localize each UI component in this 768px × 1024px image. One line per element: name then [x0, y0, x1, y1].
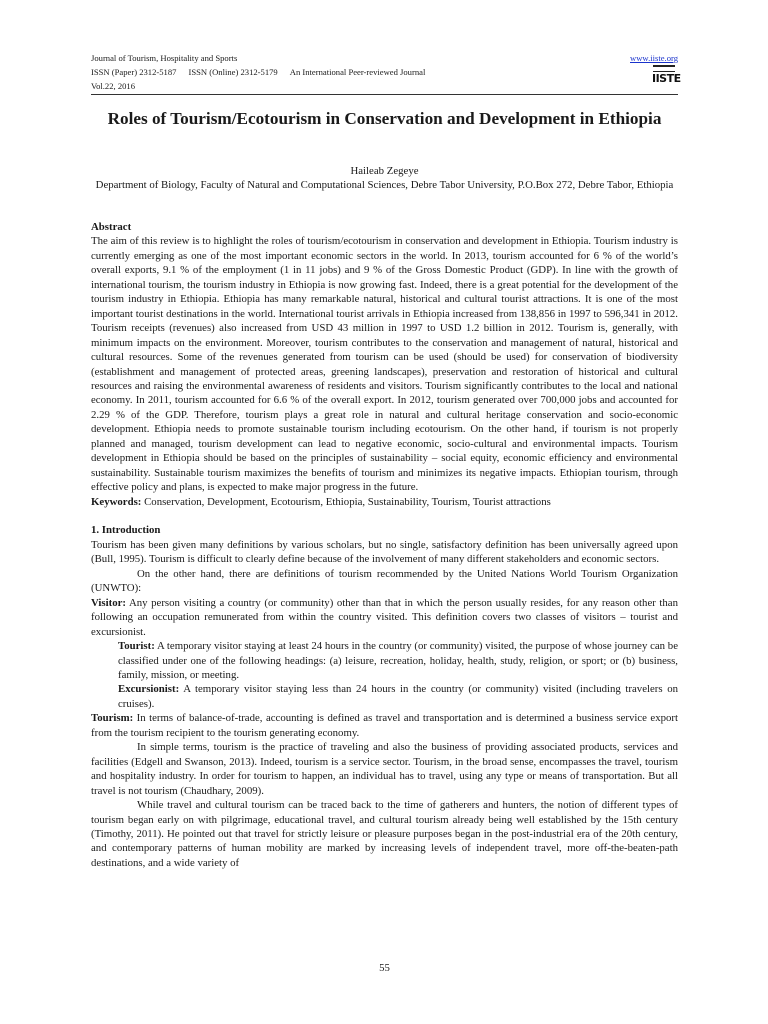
journal-name: Journal of Tourism, Hospitality and Sports [91, 53, 238, 63]
author-name: Haileab Zegeye [350, 165, 419, 177]
intro-paragraph-3: In simple terms, tourism is the practice of traveling and also the business of providing associated products, services and facilities (Edgell and Swanson, 2013). Indeed, tourism is a service sector. Tourism, in the broad sense, encompasses the travel, tourism and hospitality industry. In order for tourism to happen, an individual has to travel, using any type or means of transportation. But all travel is not tourism (Chaudhary, 2009). [91, 741, 678, 797]
intro-paragraph-2: On the other hand, there are definitions of tourism recommended by the United Nations World Tourism Organization (UNWTO): [91, 567, 678, 595]
visitor-definition [91, 596, 678, 639]
visitor-text: Any person visiting a country (or community) other than that in which the person usually resides, for any reason other than following an occupation remunerated from within the country visited. This definition covers two classes of visitors – tourist and excursionist. [91, 596, 678, 638]
abstract-text: The aim of this review is to highlight the roles of tourism/ecotourism in conservation and development in Ethiopia. Tourism industry is currently emerging as one of the most important economic sectors in the world. In 2013, tourism accounted for 6 % of the world’s overall exports, 9.1 % of the employment (1 in 11 jobs) and 9 % of the Gross Domestic Product (GDP). In line with the growth of international tourism, the tourism industry in Ethiopia is now growing fast. Indeed, there is a great potential for the development of the tourism industry in Ethiopia. Ethiopia has many remarkable natural, historical and cultural tourist attractions. It is one of the most important tourist destinations in the world. International tourist arrivals in Ethiopia increased from 138,856 in 1997 to 596,341 in 2012. Tourism receipts (revenues) also increased from USD 43 million in 1997 to USD 1.2 billion in 2012. Tourism is, generally, with minimum impacts on the environment. Moreover, tourism contributes to the conservation and management of natural, historical and cultural resources. Some of the revenues generated from tourism can be used (should be used) for conservation of biodiversity (establishment and management of protected areas, greening landscapes), preservation and restoration of historical and cultural resources and raising the environmental awareness of residents and visitors. Tourism significantly contributes to the local and national economy. In 2011, tourism accounted for 6.6 % of the overall export. In 2012, tourism generated over 700,000 jobs and accounted for 2.29 % of the GDP. Therefore, tourism plays a great role in natural and cultural heritage conservation and socio-economic development. Ethiopia needs to promote sustainable tourism including ecotourism. On the other hand, if tourism is not properly planned and managed, tourism development can lead to negative economic, socio-cultural and environmental impacts. Tourism development in Ethiopia should be based on the principles of sustainability – social equity, economic efficiency and environmental sustainability. Sustainable tourism maximizes the benefits of tourism and minimizes its negative impacts. Ethiopian tourism, through effective policy and plans, is expected to make major progress in the future. [91, 235, 678, 494]
tourist-label: Tourist: [118, 640, 155, 653]
abstract-heading: Abstract [91, 221, 132, 233]
keywords-line [91, 495, 678, 509]
paper-title: Roles of Tourism/Ecotourism in Conservation and Development in Ethiopia [107, 109, 662, 128]
journal-header [91, 51, 681, 93]
peer-reviewed-label: An International Peer-reviewed Journal [289, 67, 426, 77]
intro-paragraph-4: While travel and cultural tourism can be traced back to the time of gatherers and hunters, the notion of different types of tourism began early on with pilgrimage, educational travel, and cultural tourism already being well established by the 15th century (Timothy, 2011). He pointed out that travel for strictly leisure or pleasure purposes began in the post-industrial era of the 20th century, and contemporary patterns of human mobility are marked by increasing levels of independent travel, more off-the-beaten-path destinations, and a wide variety of [91, 799, 678, 869]
tourist-definition [91, 639, 678, 682]
tourism-label: Tourism: [91, 712, 134, 725]
excursionist-definition [91, 682, 678, 711]
excursionist-label: Excursionist: [118, 683, 180, 696]
issn-online: ISSN (Online) 2312-5179 [188, 67, 278, 77]
iiste-logo [652, 65, 681, 91]
visitor-label: Visitor: [91, 596, 126, 609]
issn-line [91, 65, 425, 79]
journal-website-link[interactable]: www.iiste.org [630, 53, 678, 63]
logo-mark-icon [653, 65, 675, 72]
issn-paper: ISSN (Paper) 2312-5187 [91, 67, 177, 77]
keywords-label: Keywords: [91, 495, 142, 508]
tourism-definition [91, 711, 678, 740]
tourist-text: A temporary visitor staying at least 24 hours in the country (or community) visited, the purpose of whose journey can be classified under one of the following headings: (a) leisure, recreation, holiday, health, study, religion, or sport; or (b) business, family, mission, or meeting. [118, 640, 678, 681]
logo-text: IISTE [652, 72, 681, 85]
page-number: 55 [379, 962, 390, 974]
intro-paragraph-1: Tourism has been given many definitions by various scholars, but no single, satisfactory definition has been universally agreed upon (Bull, 1995). Tourism is difficult to clearly define because of the involvement of many different stakeholders and economic sectors. [91, 538, 678, 566]
excursionist-text: A temporary visitor staying less than 24 hours in the country (or community) visited (including travelers on cruises). [118, 683, 678, 710]
volume-label: Vol.22, 2016 [91, 81, 136, 91]
tourism-text: In terms of balance-of-trade, accounting is defined as travel and transportation and is determined a business service export from the tourism recipient to the tourism generating economy. [91, 712, 678, 739]
author-affiliation: Department of Biology, Faculty of Natural and Computational Sciences, Debre Tabor University, P.O.Box 272, Debre Tabor, Ethiopia [95, 179, 674, 191]
keywords-text: Conservation, Development, Ecotourism, Ethiopia, Sustainability, Tourism, Tourist attractions [141, 495, 551, 508]
header-divider [91, 94, 678, 95]
introduction-heading: 1. Introduction [91, 524, 161, 537]
paper-body [91, 220, 678, 870]
